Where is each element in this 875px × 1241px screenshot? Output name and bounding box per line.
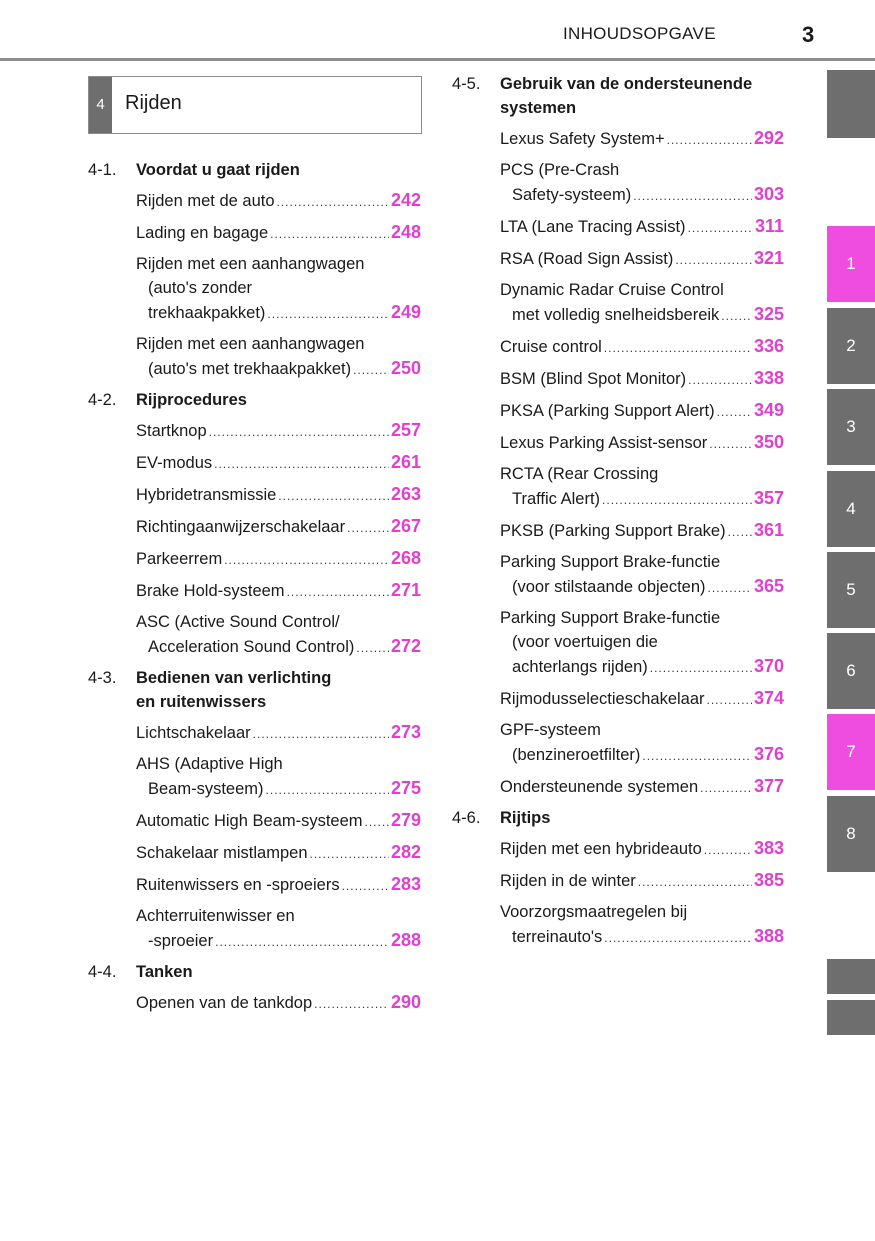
toc-entry[interactable] [500, 774, 784, 800]
toc-entry[interactable] [136, 188, 421, 214]
page-number-link[interactable]: 282 [390, 842, 421, 862]
entry-last-line [500, 430, 784, 456]
section-title-line: Rijtips [500, 809, 551, 827]
page-number-link[interactable]: 336 [753, 336, 784, 356]
page-number-link[interactable]: 271 [390, 580, 421, 600]
page-number-link[interactable]: 275 [390, 778, 421, 798]
page-number-link[interactable]: 338 [753, 368, 784, 388]
entry-title: Startknop [136, 422, 207, 440]
dot-leader [347, 516, 389, 540]
entry-title: EV-modus [136, 454, 213, 472]
section-number: 4-4. [88, 963, 117, 981]
section-title-line: Rijprocedures [136, 391, 247, 409]
section-title-line: en ruitenwissers [136, 693, 267, 711]
section-heading [452, 72, 784, 120]
entry-title: PKSA (Parking Support Alert) [500, 402, 715, 420]
section-number: 4-3. [88, 669, 117, 687]
entry-last-line [136, 808, 421, 834]
entry-last-line [136, 634, 421, 660]
entry-title: Lexus Parking Assist-sensor [500, 434, 708, 452]
toc-entry[interactable] [500, 430, 784, 456]
side-tab-blank[interactable] [827, 959, 875, 994]
entry-last-line [500, 924, 784, 950]
entry-last-line [500, 126, 784, 152]
page-number-link[interactable]: 273 [390, 722, 421, 742]
entry-title: (benzineroetfilter) [512, 746, 641, 764]
dot-leader [633, 184, 752, 208]
entry-title: Brake Hold-systeem [136, 582, 285, 600]
dot-leader [604, 926, 752, 950]
dot-leader [650, 656, 752, 680]
entry-last-line [136, 990, 421, 1016]
dot-leader [224, 548, 389, 572]
entry-last-line [136, 356, 421, 382]
section-number: 4-6. [452, 809, 481, 827]
entry-title: Hybridetransmissie [136, 486, 277, 504]
page-number-link[interactable]: 377 [753, 776, 784, 796]
dot-leader [353, 358, 389, 382]
dot-leader [717, 400, 752, 424]
chapter-number: 4 [89, 77, 112, 133]
entry-last-line [136, 776, 421, 802]
toc-entry[interactable] [500, 900, 784, 950]
chapter-heading [88, 76, 422, 134]
toc-column-left [88, 158, 421, 1022]
entry-title: PKSB (Parking Support Brake) [500, 522, 726, 540]
dot-leader [721, 304, 752, 328]
dot-leader [704, 838, 752, 862]
page-number-link[interactable]: 303 [753, 184, 784, 204]
entry-last-line [500, 366, 784, 392]
entry-title: Parkeerrem [136, 550, 223, 568]
entry-title: Rijden in de winter [500, 872, 636, 890]
section-heading [452, 806, 784, 830]
entry-text-line: Dynamic Radar Cruise Control [500, 281, 724, 299]
dot-leader [667, 128, 752, 152]
toc-column-right [452, 72, 784, 956]
entry-text-line: Voorzorgsmaatregelen bij [500, 903, 688, 921]
entry-title: Rijmodusselectieschakelaar [500, 690, 705, 708]
entry-title: Ondersteunende systemen [500, 778, 699, 796]
page-number-link[interactable]: 349 [753, 400, 784, 420]
toc-entry[interactable] [136, 546, 421, 572]
entry-title: Automatic High Beam-systeem [136, 812, 363, 830]
entry-title: met volledig snelheidsbereik [512, 306, 720, 324]
dot-leader [708, 576, 752, 600]
entry-last-line [500, 214, 784, 240]
toc-entry[interactable] [136, 220, 421, 246]
dot-leader [688, 216, 753, 240]
side-tab-blank[interactable] [827, 70, 875, 138]
entry-title: achterlangs rijden) [512, 658, 648, 676]
entry-text-line: RCTA (Rear Crossing [500, 465, 659, 483]
entry-last-line [500, 686, 784, 712]
side-tab-2[interactable]: 2 [827, 308, 875, 384]
page-number: 3 [802, 22, 815, 47]
dot-leader [214, 452, 389, 476]
toc-entry[interactable] [500, 836, 784, 862]
toc-entry[interactable] [500, 366, 784, 392]
entry-last-line [500, 398, 784, 424]
entry-last-line [500, 774, 784, 800]
toc-entry[interactable] [500, 518, 784, 544]
entry-last-line [500, 246, 784, 272]
page-number-link[interactable]: 248 [390, 222, 421, 242]
dot-leader [365, 810, 389, 834]
section-title-line: Voordat u gaat rijden [136, 161, 300, 179]
toc-entry[interactable] [136, 840, 421, 866]
entry-title: Rijden met de auto [136, 192, 275, 210]
page-number-link[interactable]: 361 [753, 520, 784, 540]
dot-leader [209, 420, 389, 444]
section-title-line: systemen [500, 99, 577, 117]
page-number-link[interactable]: 321 [753, 248, 784, 268]
entry-last-line [136, 482, 421, 508]
toc-entry[interactable] [500, 718, 784, 768]
dot-leader [688, 368, 752, 392]
entry-last-line [136, 220, 421, 246]
dot-leader [266, 778, 389, 802]
page-number-link[interactable]: 374 [753, 688, 784, 708]
entry-last-line [500, 334, 784, 360]
entry-text-line: (auto's zonder [148, 279, 253, 297]
toc-entry[interactable] [500, 334, 784, 360]
page-number-link[interactable]: 365 [753, 576, 784, 596]
dot-leader [253, 722, 389, 746]
entry-last-line [136, 720, 421, 746]
section-heading [88, 960, 421, 984]
page-number-link[interactable]: 311 [754, 216, 784, 236]
entry-title: Schakelaar mistlampen [136, 844, 308, 862]
chapter-title: Rijden [125, 92, 182, 114]
entry-text-line: ASC (Active Sound Control/ [136, 613, 340, 631]
side-tab-1[interactable]: 1 [827, 226, 875, 302]
toc-entry[interactable] [500, 398, 784, 424]
entry-text-line: Rijden met een aanhangwagen [136, 255, 365, 273]
entry-last-line [136, 418, 421, 444]
toc-entry[interactable] [136, 752, 421, 802]
dot-leader [356, 636, 389, 660]
side-tab-7[interactable]: 7 [827, 714, 875, 790]
page-number-link[interactable]: 250 [390, 358, 421, 378]
toc-entry[interactable] [136, 418, 421, 444]
entry-title: Lexus Safety System+ [500, 130, 665, 148]
entry-title: trekhaakpakket) [148, 304, 266, 322]
page-number-link[interactable]: 383 [753, 838, 784, 858]
page-number-link[interactable]: 257 [390, 420, 421, 440]
toc-entry[interactable] [136, 514, 421, 540]
toc-entry[interactable] [136, 332, 421, 382]
toc-entry[interactable] [136, 720, 421, 746]
entry-title: Safety-systeem) [512, 186, 632, 204]
entry-title: RSA (Road Sign Assist) [500, 250, 674, 268]
entry-text-line: AHS (Adaptive High [136, 755, 283, 773]
page-number-link[interactable]: 385 [753, 870, 784, 890]
page-number-link[interactable]: 357 [753, 488, 784, 508]
entry-text-line: PCS (Pre-Crash [500, 161, 620, 179]
page-number-link[interactable]: 350 [753, 432, 784, 452]
entry-last-line [136, 928, 421, 954]
toc-entry[interactable] [500, 126, 784, 152]
page-number-link[interactable]: 272 [390, 636, 421, 656]
side-tab-8[interactable]: 8 [827, 796, 875, 872]
entry-last-line [500, 518, 784, 544]
page-number-link[interactable]: 370 [753, 656, 784, 676]
toc-entry[interactable] [136, 904, 421, 954]
toc-entry[interactable] [500, 550, 784, 600]
entry-last-line [136, 840, 421, 866]
side-tab-3[interactable]: 3 [827, 389, 875, 465]
toc-entry[interactable] [136, 252, 421, 326]
side-tab-6[interactable]: 6 [827, 633, 875, 709]
dot-leader [707, 688, 752, 712]
entry-last-line [500, 742, 784, 768]
page-number-link[interactable]: 242 [390, 190, 421, 210]
entry-title: Acceleration Sound Control) [148, 638, 355, 656]
entry-text-line: Parking Support Brake-functie [500, 553, 721, 571]
toc-entry[interactable] [136, 990, 421, 1016]
dot-leader [602, 488, 752, 512]
page-number-link[interactable]: 388 [753, 926, 784, 946]
section-number: 4-1. [88, 161, 117, 179]
page-number-link[interactable]: 283 [390, 874, 421, 894]
dot-leader [277, 190, 389, 214]
entry-title: LTA (Lane Tracing Assist) [500, 218, 686, 236]
toc-entry[interactable] [500, 462, 784, 512]
entry-last-line [500, 836, 784, 862]
entry-title: Beam-systeem) [148, 780, 264, 798]
dot-leader [270, 222, 389, 246]
dot-leader [642, 744, 752, 768]
entry-text-line: (voor voertuigen die [512, 633, 658, 651]
dot-leader [700, 776, 752, 800]
dot-leader [314, 992, 389, 1016]
entry-last-line [136, 578, 421, 604]
dot-leader [310, 842, 389, 866]
dot-leader [604, 336, 752, 360]
toc-entry[interactable] [136, 610, 421, 660]
toc-entry[interactable] [136, 450, 421, 476]
dot-leader [278, 484, 389, 508]
toc-entry[interactable] [500, 868, 784, 894]
entry-last-line [500, 182, 784, 208]
entry-last-line [500, 302, 784, 328]
header-rule [0, 58, 875, 61]
entry-title: -sproeier [148, 932, 214, 950]
entry-title: Openen van de tankdop [136, 994, 313, 1012]
toc-entry[interactable] [136, 872, 421, 898]
page-number-link[interactable]: 263 [390, 484, 421, 504]
entry-title: (auto's met trekhaakpakket) [148, 360, 352, 378]
page-number-link[interactable]: 267 [390, 516, 421, 536]
entry-last-line [500, 486, 784, 512]
dot-leader [267, 302, 389, 326]
entry-title: Rijden met een hybrideauto [500, 840, 702, 858]
entry-title: Lading en bagage [136, 224, 269, 242]
entry-text-line: Achterruitenwisser en [136, 907, 295, 925]
page-number-link[interactable]: 279 [390, 810, 421, 830]
entry-last-line [136, 872, 421, 898]
entry-text-line: Rijden met een aanhangwagen [136, 335, 365, 353]
dot-leader [215, 930, 389, 954]
entry-title: Ruitenwissers en -sproeiers [136, 876, 340, 894]
dot-leader [728, 520, 752, 544]
section-title-line: Gebruik van de ondersteunende [500, 75, 753, 93]
page-number-link[interactable]: 261 [390, 452, 421, 472]
dot-leader [638, 870, 752, 894]
section-heading [88, 158, 421, 182]
section-heading [88, 388, 421, 412]
toc-entry[interactable] [500, 158, 784, 208]
dot-leader [342, 874, 389, 898]
toc-entry[interactable] [136, 808, 421, 834]
entry-last-line [136, 546, 421, 572]
header-title: INHOUDSOPGAVE [563, 24, 716, 43]
entry-title: Lichtschakelaar [136, 724, 251, 742]
toc-entry[interactable] [136, 482, 421, 508]
page-number-link[interactable]: 290 [390, 992, 421, 1012]
side-tab-5[interactable]: 5 [827, 552, 875, 628]
toc-entry[interactable] [500, 686, 784, 712]
entry-last-line [136, 300, 421, 326]
toc-entry[interactable] [136, 578, 421, 604]
entry-title: (voor stilstaande objecten) [512, 578, 706, 596]
entry-title: Traffic Alert) [512, 490, 601, 508]
section-title-line: Tanken [136, 963, 193, 981]
page-number-link[interactable]: 325 [753, 304, 784, 324]
page-number-link[interactable]: 288 [390, 930, 421, 950]
page-number-link[interactable]: 376 [753, 744, 784, 764]
toc-entry[interactable] [500, 278, 784, 328]
dot-leader [675, 248, 752, 272]
side-tab-4[interactable]: 4 [827, 471, 875, 547]
entry-title: BSM (Blind Spot Monitor) [500, 370, 687, 388]
entry-last-line [500, 868, 784, 894]
toc-entry[interactable] [500, 214, 784, 240]
entry-title: terreinauto's [512, 928, 603, 946]
dot-leader [287, 580, 389, 604]
entry-last-line [136, 450, 421, 476]
page-number-link[interactable]: 249 [390, 302, 421, 322]
section-number: 4-2. [88, 391, 117, 409]
page-number-link[interactable]: 292 [753, 128, 784, 148]
toc-entry[interactable] [500, 606, 784, 680]
page-number-link[interactable]: 268 [390, 548, 421, 568]
dot-leader [709, 432, 752, 456]
entry-title: Richtingaanwijzerschakelaar [136, 518, 346, 536]
section-heading [88, 666, 421, 714]
entry-title: Cruise control [500, 338, 602, 356]
entry-last-line [500, 574, 784, 600]
side-tab-blank[interactable] [827, 1000, 875, 1035]
section-title-line: Bedienen van verlichting [136, 669, 332, 687]
entry-last-line [136, 188, 421, 214]
entry-last-line [136, 514, 421, 540]
entry-last-line [500, 654, 784, 680]
section-number: 4-5. [452, 75, 481, 93]
entry-text-line: GPF-systeem [500, 721, 601, 739]
toc-entry[interactable] [500, 246, 784, 272]
entry-text-line: Parking Support Brake-functie [500, 609, 721, 627]
